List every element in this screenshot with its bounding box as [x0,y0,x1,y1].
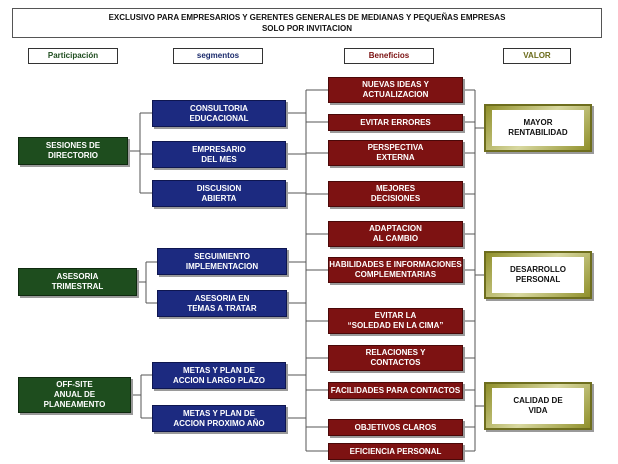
beneficio-objetivos-claros: OBJETIVOS CLAROS [328,419,463,436]
beneficio-mejores-decisiones: MEJORES DECISIONES [328,181,463,207]
segmento-asesoria-en-temas: ASESORIA EN TEMAS A TRATAR [157,290,287,317]
segmento-discusion-abierta: DISCUSION ABIERTA [152,180,286,207]
header-valor: VALOR [503,48,571,64]
valor-label: MAYOR RENTABILIDAD [492,110,584,146]
participacion-sesiones-directorio: SESIONES DE DIRECTORIO [18,137,128,165]
valor-calidad-de-vida [484,382,592,430]
valor-label: CALIDAD DE VIDA [492,388,584,424]
header-beneficios: Beneficios [344,48,434,64]
segmento-metas-proximo-ano: METAS Y PLAN DE ACCION PROXIMO AÑO [152,405,286,432]
beneficio-evitar-soledad: EVITAR LA “SOLEDAD EN LA CIMA” [328,308,463,334]
beneficio-relaciones-contactos: RELACIONES Y CONTACTOS [328,345,463,371]
header-participacion: Participación [28,48,118,64]
valor-label: DESARROLLO PERSONAL [492,257,584,293]
valor-desarrollo-personal [484,251,592,299]
beneficio-adaptacion-al-cambio: ADAPTACION AL CAMBIO [328,221,463,247]
segmento-empresario-del-mes: EMPRESARIO DEL MES [152,141,286,168]
beneficio-perspectiva-externa: PERSPECTIVA EXTERNA [328,140,463,166]
page-title: EXCLUSIVO PARA EMPRESARIOS Y GERENTES GENERALES DE MEDIANAS Y PEQUEÑAS EMPRESAS SOLO POR INVITACION [12,8,602,38]
header-segmentos: segmentos [173,48,263,64]
beneficio-facilidades-contactos: FACILIDADES PARA CONTACTOS [328,382,463,399]
participacion-asesoria-trimestral: ASESORIA TRIMESTRAL [18,268,137,296]
beneficio-nuevas-ideas: NUEVAS IDEAS Y ACTUALIZACION [328,77,463,103]
beneficio-eficiencia-personal: EFICIENCIA PERSONAL [328,443,463,460]
beneficio-habilidades-informaciones: HABILIDADES E INFORMACIONES COMPLEMENTARIAS [328,257,463,283]
valor-mayor-rentabilidad [484,104,592,152]
segmento-metas-largo-plazo: METAS Y PLAN DE ACCION LARGO PLAZO [152,362,286,389]
segmento-seguimiento-implementacion: SEGUIMIENTO IMPLEMENTACION [157,248,287,275]
participacion-off-site-anual: OFF-SITE ANUAL DE PLANEAMENTO [18,377,131,413]
beneficio-evitar-errores: EVITAR ERRORES [328,114,463,131]
segmento-consultoria-educacional: CONSULTORIA EDUCACIONAL [152,100,286,127]
